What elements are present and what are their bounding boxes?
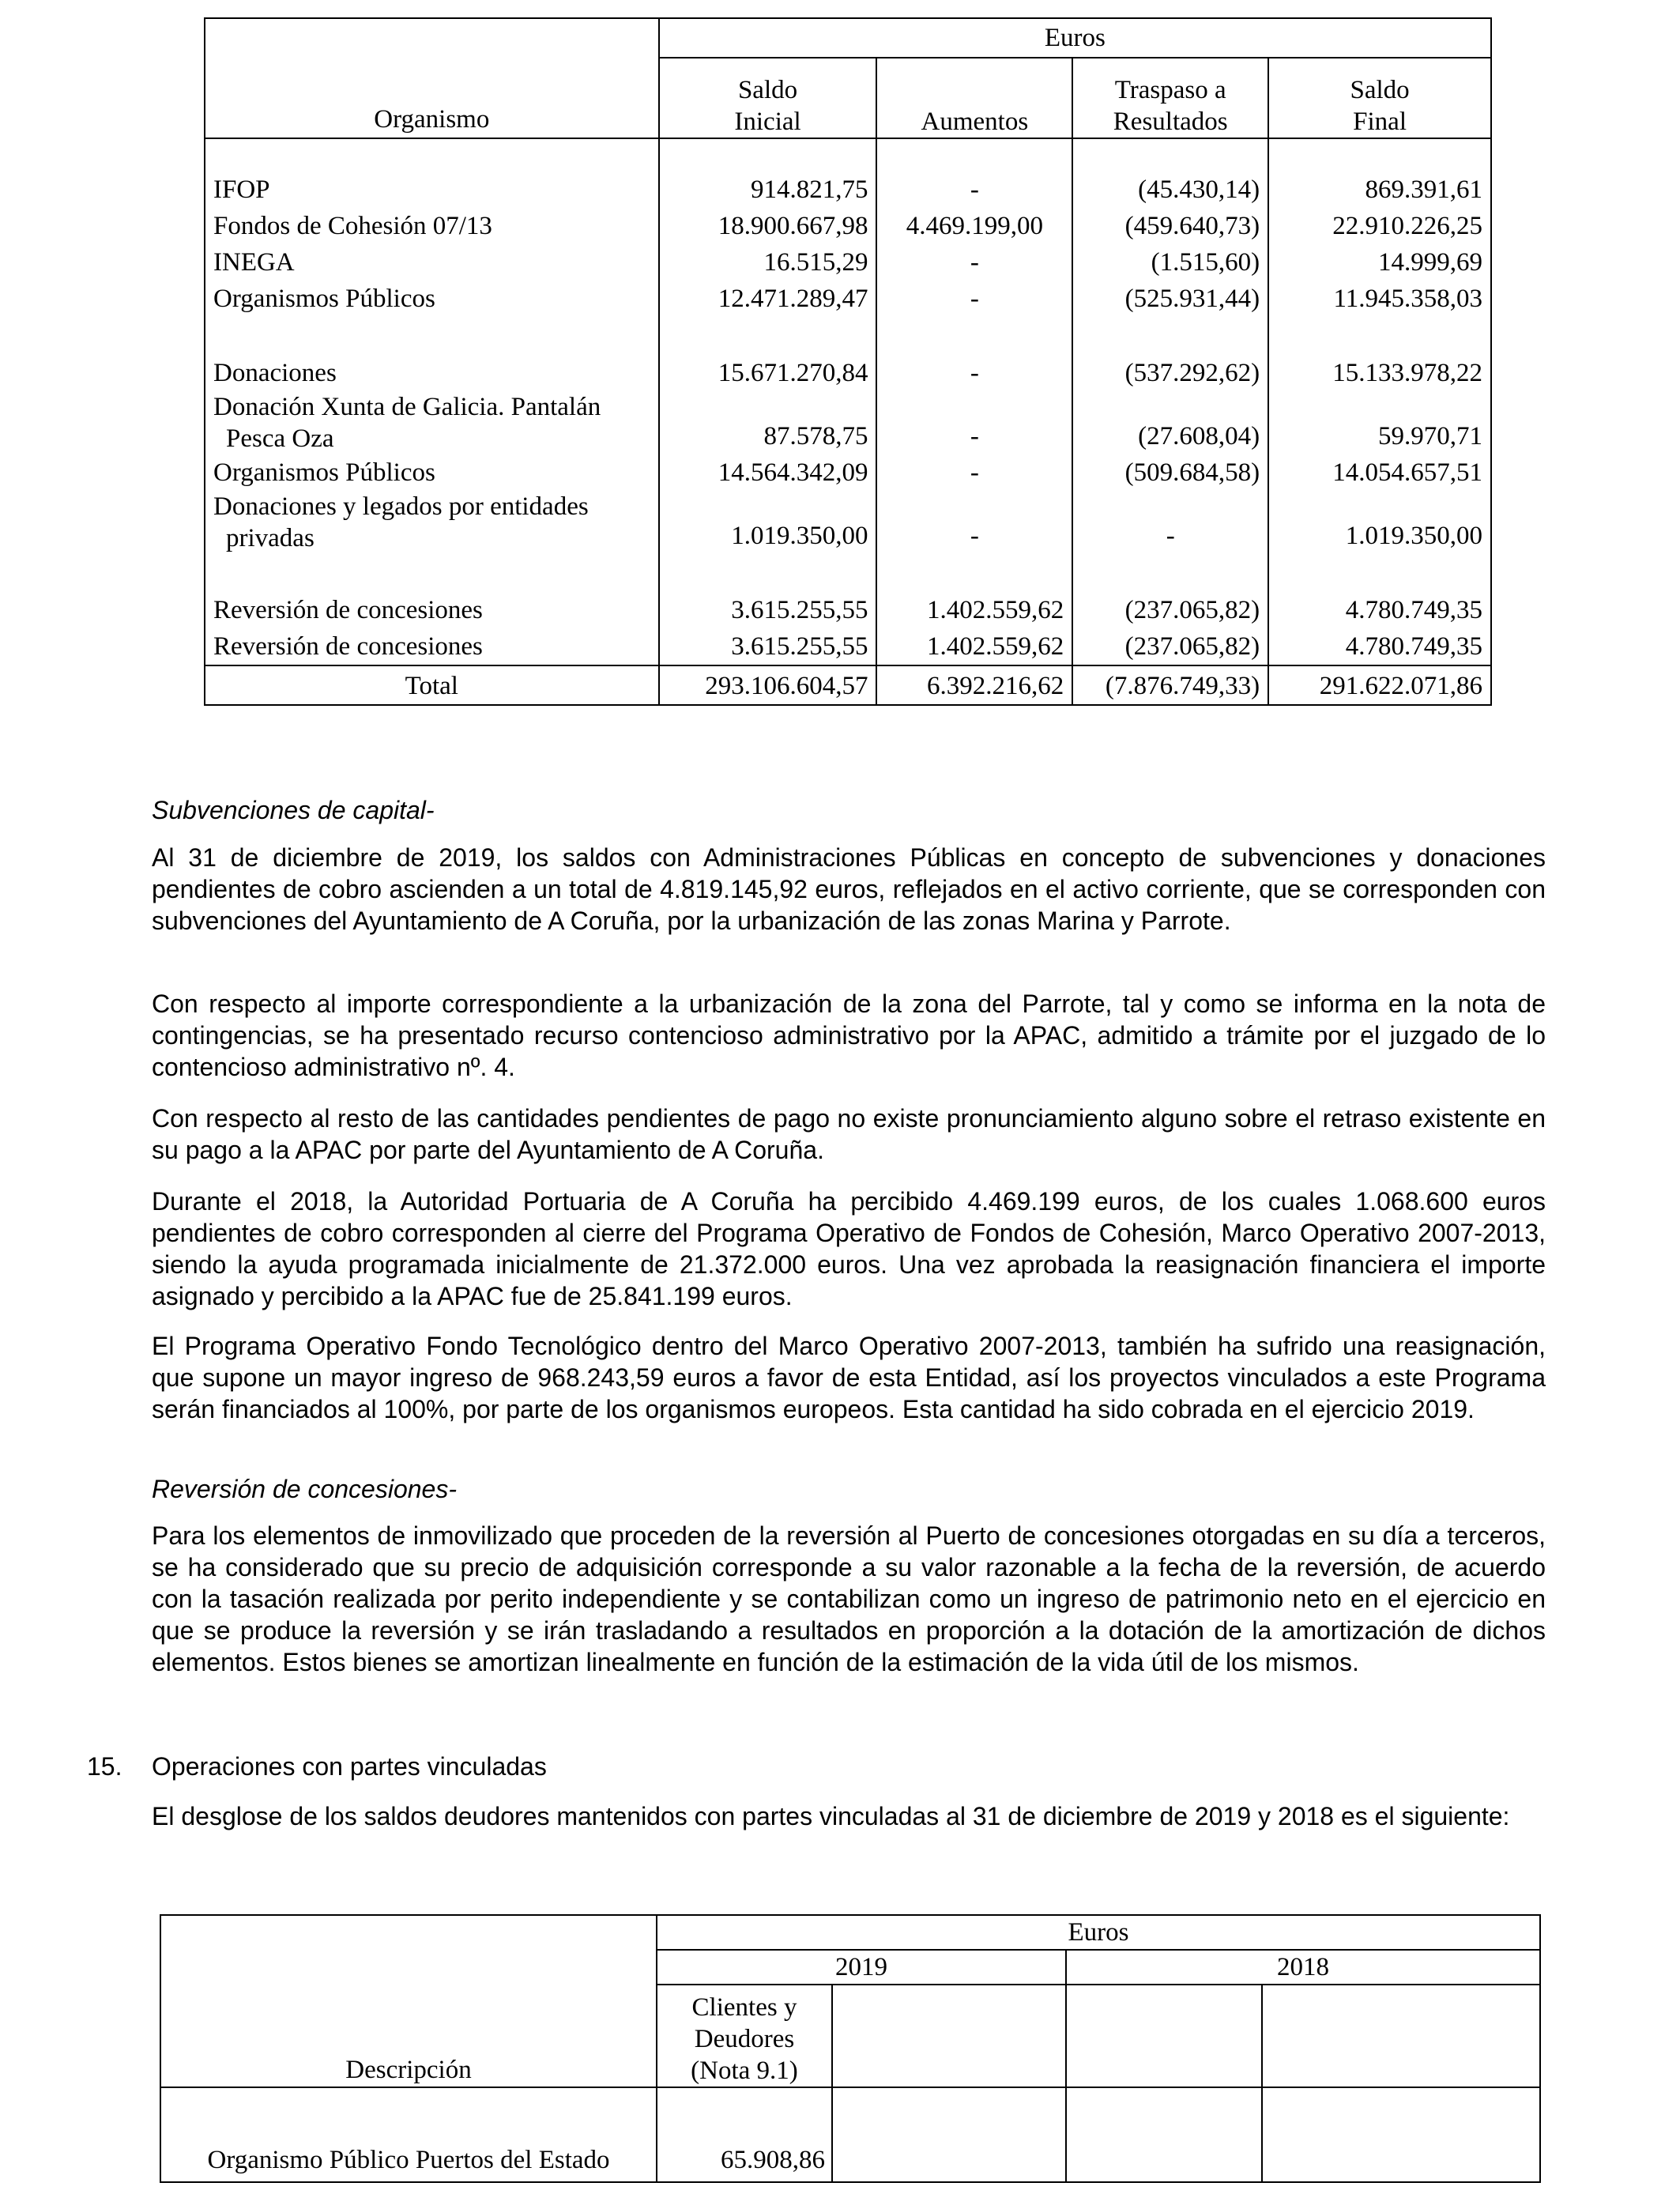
traspaso-value: (537.292,62): [1072, 355, 1268, 391]
table-header-cell: [160, 1950, 657, 1985]
paragraph: Con respecto al importe correspondiente a la urbanización de la zona del Parrote, tal y como se informa en la nota de contingencias, se ha presentado recurso contencioso administrativo por la APAC, admitido a trámite por el juzgado de lo contencioso administrativo nº. 4.: [152, 990, 1546, 1081]
saldo-final-value: 1.019.350,00: [1268, 491, 1491, 554]
traspaso-value: (525.931,44): [1072, 281, 1268, 317]
table-row: [205, 281, 1491, 317]
paragraph: Con respecto al resto de las cantidades pendientes de pago no existe pronunciamiento alguno sobre el retraso existente en su pago a la APAC por parte del Ayuntamiento de A Coruña.: [152, 1104, 1546, 1164]
saldo-final-value: 59.970,71: [1268, 391, 1491, 454]
table-row: [205, 454, 1491, 491]
heading-subvenciones: Subvenciones de capital-: [152, 796, 435, 824]
column-header-descripcion: Descripción: [160, 1985, 657, 2087]
paragraph: Para los elementos de inmovilizado que proceden de la reversión al Puerto de concesiones otorgadas en su día a terceros, se ha considerado que su precio de adquisición corresponde a su valor razonable a la fecha de la reversión, de acuerdo con la tasación realizada por perito independiente y se contabilizan como un ingreso de patrimonio neto en el ejercicio en que se produce la reversión y se irán trasladando a resultados en proporción a la dotación de la amortización de dichos elementos. Estos bienes se amortizan linealmente en función de la estimación de la vida útil de los mismos.: [152, 1521, 1546, 1676]
table-row: [205, 355, 1491, 391]
currency-header: Euros: [657, 1915, 1540, 1950]
total-label: Total: [205, 665, 659, 705]
table-row: [205, 172, 1491, 208]
aumentos-value: 1.402.559,62: [876, 628, 1072, 665]
row-label: Donaciones y legados por entidades privadas: [205, 491, 659, 554]
table-row: [205, 208, 1491, 244]
table-row: [160, 2087, 1540, 2182]
empty-header-cell: [1262, 1985, 1540, 2087]
row-label: Donación Xunta de Galicia. Pantalán Pesca Oza: [205, 391, 659, 454]
saldo-inicial-value: 1.019.350,00: [659, 491, 877, 554]
table-row: [205, 628, 1491, 665]
row-label: INEGA: [205, 244, 659, 281]
total-row: [205, 665, 1491, 705]
traspaso-value: (27.608,04): [1072, 391, 1268, 454]
empty-cell: [1262, 2087, 1540, 2182]
empty-cell: [1066, 2087, 1262, 2182]
row-label: IFOP: [205, 172, 659, 208]
table-row: [205, 244, 1491, 281]
row-label: Reversión de concesiones: [205, 628, 659, 665]
heading-reversion: Reversión de concesiones-: [152, 1475, 457, 1503]
traspaso-value: (509.684,58): [1072, 454, 1268, 491]
column-header-saldo-inicial: Saldo Inicial: [659, 58, 877, 138]
subvenciones-table: [204, 17, 1492, 727]
row-label: Organismo Público Puertos del Estado: [160, 2087, 657, 2182]
year-header-2019: 2019: [657, 1950, 1066, 1985]
saldo-inicial-value: 12.471.289,47: [659, 281, 877, 317]
table-row: [205, 391, 1491, 454]
table-row: [205, 491, 1491, 554]
traspaso-value: (459.640,73): [1072, 208, 1268, 244]
aumentos-value: 1.402.559,62: [876, 592, 1072, 628]
aumentos-value: -: [876, 391, 1072, 454]
section-title: Operaciones con partes vinculadas: [152, 1752, 547, 1781]
column-header-clientes: Clientes y Deudores (Nota 9.1): [657, 1985, 832, 2087]
aumentos-value: -: [876, 244, 1072, 281]
saldo-inicial-value: 15.671.270,84: [659, 355, 877, 391]
paragraph: El desglose de los saldos deudores mantenidos con partes vinculadas al 31 de diciembre de 2019 y 2018 es el siguiente:: [152, 1802, 1510, 1830]
paragraph: Al 31 de diciembre de 2019, los saldos con Administraciones Públicas en concepto de subvenciones y donaciones pendientes de cobro ascienden a un total de 4.819.145,92 euros, reflejados en el activo corriente, que se corresponden con subvenciones del Ayuntamiento de A Coruña, por la urbanización de las zonas Marina y Parrote.: [152, 843, 1546, 935]
partes-vinculadas-table: [160, 1914, 1539, 2188]
saldo-inicial-value: 14.564.342,09: [659, 454, 877, 491]
row-label: Reversión de concesiones: [205, 592, 659, 628]
aumentos-value: -: [876, 454, 1072, 491]
saldo-final-value: 4.780.749,35: [1268, 628, 1491, 665]
empty-header-cell: [1066, 1985, 1262, 2087]
total-traspaso: (7.876.749,33): [1072, 665, 1268, 705]
saldo-final-value: 11.945.358,03: [1268, 281, 1491, 317]
aumentos-value: -: [876, 491, 1072, 554]
row-label: Organismos Públicos: [205, 454, 659, 491]
saldo-inicial-value: 3.615.255,55: [659, 628, 877, 665]
saldo-inicial-value: 18.900.667,98: [659, 208, 877, 244]
saldo-final-value: 14.999,69: [1268, 244, 1491, 281]
saldo-final-value: 869.391,61: [1268, 172, 1491, 208]
section-number: 15.: [87, 1752, 122, 1781]
row-label: Fondos de Cohesión 07/13: [205, 208, 659, 244]
empty-header-cell: [832, 1985, 1066, 2087]
saldo-inicial-value: 3.615.255,55: [659, 592, 877, 628]
column-header-aumentos: Aumentos: [876, 58, 1072, 138]
aumentos-value: 4.469.199,00: [876, 208, 1072, 244]
total-saldo-inicial: 293.106.604,57: [659, 665, 877, 705]
traspaso-value: (45.430,14): [1072, 172, 1268, 208]
clientes-value: 65.908,86: [657, 2087, 832, 2182]
row-label: Organismos Públicos: [205, 281, 659, 317]
table-header-cell: [205, 18, 659, 58]
traspaso-value: (1.515,60): [1072, 244, 1268, 281]
paragraph: Durante el 2018, la Autoridad Portuaria de A Coruña ha percibido 4.469.199 euros, de los cuales 1.068.600 euros pendientes de cobro corresponden al cierre del Programa Operativo de Fondos de Cohesión, Marco Operativo 2007-2013, siendo la ayuda programada inicialmente de 21.372.000 euros. Una vez aprobada la reasignación financiera el importe asignado y percibido a la APAC fue de 25.841.199 euros.: [152, 1187, 1546, 1310]
traspaso-value: (237.065,82): [1072, 592, 1268, 628]
paragraph: El Programa Operativo Fondo Tecnológico dentro del Marco Operativo 2007-2013, también ha sufrido una reasignación, que supone un mayor ingreso de 968.243,59 euros a favor de esta Entidad, así los proyectos vinculados a este Programa serán financiados al 100%, por parte de los organismos europeos. Esta cantidad ha sido cobrada en el ejercicio 2019.: [152, 1332, 1546, 1423]
table-row: [205, 592, 1491, 628]
row-label: Donaciones: [205, 355, 659, 391]
saldo-inicial-value: 87.578,75: [659, 391, 877, 454]
saldo-final-value: 22.910.226,25: [1268, 208, 1491, 244]
traspaso-value: -: [1072, 491, 1268, 554]
saldo-final-value: 14.054.657,51: [1268, 454, 1491, 491]
aumentos-value: -: [876, 172, 1072, 208]
total-saldo-final: 291.622.071,86: [1268, 665, 1491, 705]
column-header-traspaso: Traspaso a Resultados: [1072, 58, 1268, 138]
column-header-organismo: Organismo: [205, 58, 659, 138]
saldo-final-value: 4.780.749,35: [1268, 592, 1491, 628]
saldo-inicial-value: 16.515,29: [659, 244, 877, 281]
table-header-cell: [160, 1915, 657, 1950]
column-header-saldo-final: Saldo Final: [1268, 58, 1491, 138]
aumentos-value: -: [876, 355, 1072, 391]
saldo-inicial-value: 914.821,75: [659, 172, 877, 208]
empty-cell: [832, 2087, 1066, 2182]
traspaso-value: (237.065,82): [1072, 628, 1268, 665]
aumentos-value: -: [876, 281, 1072, 317]
saldo-final-value: 15.133.978,22: [1268, 355, 1491, 391]
year-header-2018: 2018: [1066, 1950, 1540, 1985]
total-aumentos: 6.392.216,62: [876, 665, 1072, 705]
currency-header: Euros: [659, 18, 1491, 58]
